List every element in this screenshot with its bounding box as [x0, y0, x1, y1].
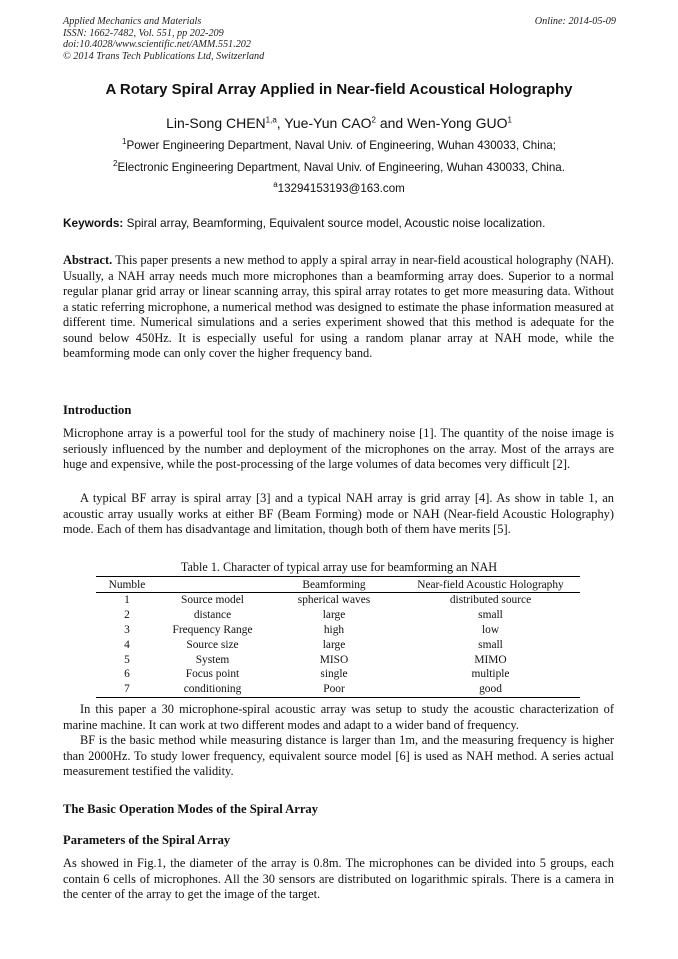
email-text: 13294153193@163.com: [277, 182, 405, 195]
author-name: Wen-Yong GUO: [407, 115, 508, 131]
author-affil-mark: 1: [507, 115, 512, 125]
table-cell: high: [323, 623, 345, 636]
table-row: [96, 593, 580, 608]
table-header-cell: Near-field Acoustic Holography: [401, 577, 580, 593]
author-separator: and: [375, 115, 408, 131]
journal-copyright: © 2014 Trans Tech Publications Ltd, Switzerland: [63, 50, 265, 62]
keywords: [63, 216, 545, 230]
author-affil-mark: 2: [371, 115, 376, 125]
table-cell: Focus point: [185, 668, 240, 681]
journal-header: [63, 16, 264, 62]
keywords-label: Keywords:: [63, 216, 124, 230]
table-cell: 3: [124, 623, 130, 636]
keywords-text: Spiral array, Beamforming, Equivalent source model, Acoustic noise localization.: [123, 216, 546, 230]
table-row: [96, 652, 580, 667]
table-cell: conditioning: [158, 682, 267, 697]
intro-paragraph-4: BF is the basic method while measuring distance is larger than 1m, and the measuring frequency is higher than 2000Hz. To study lower frequency, equivalent source model [6] is used as NAH method. A series actual measurement testified the validity.: [63, 733, 614, 778]
table-cell: multiple: [471, 668, 510, 681]
affil-text: Electronic Engineering Department, Naval Univ. of Engineering, Wuhan 430033, China.: [117, 161, 565, 174]
journal-issn: ISSN: 1662-7482, Vol. 551, pp 202-209: [63, 27, 224, 39]
table-row: [96, 608, 580, 623]
table-cell: 4: [124, 638, 130, 651]
section-heading-basic-modes: The Basic Operation Modes of the Spiral Array: [63, 802, 319, 816]
table-row: [96, 637, 580, 652]
table-header-cell: Numble: [96, 577, 158, 593]
affil-mark: 2: [113, 159, 118, 169]
affil-mark: 1: [122, 137, 127, 147]
table-cell: spherical waves: [297, 594, 371, 607]
table-cell: distance: [193, 609, 232, 622]
author-name: Lin-Song CHEN: [166, 115, 266, 131]
table-cell: small: [478, 609, 503, 622]
intro-paragraph-3: In this paper a 30 microphone-spiral acoustic array was setup to study the acoustic characterization of marine machine. It can work at two different modes and adapt to a wider band of frequency.: [63, 702, 614, 732]
table-cell: low: [481, 623, 500, 636]
table-cell: 1: [124, 594, 130, 607]
journal-doi: doi:10.4028/www.scientific.net/AMM.551.202: [63, 39, 251, 51]
table-cell: System: [195, 653, 230, 666]
table-cell: small: [478, 638, 503, 651]
affiliation-2: [0, 161, 678, 174]
table-cell: 5: [124, 653, 130, 666]
author-list: [0, 115, 678, 131]
intro-paragraph-1: Microphone array is a powerful tool for the study of machinery noise [1]. The quantity of the noise image is seriously influenced by the number and deployment of the microphones on the array. Most of the arrays are huge and expensive, while the post-processing of the large volumes of data becomes very difficult [2].: [63, 426, 614, 471]
online-date: Online: 2014-05-09: [534, 16, 616, 27]
table-header-cell: [158, 577, 267, 593]
table-row: [96, 682, 580, 697]
abstract: [63, 253, 614, 362]
abstract-text: This paper presents a new method to apply a spiral array in near-field acoustical holography (NAH). Usually, a NAH array needs much more microphones than a beamforming array does. Superior to a normal regular planar grid array or linear scanning array, this spiral array rotates to get more measuring data. Without a static referring microphone, a numerical method was designed to estimate the phase information measured at different time. Numerical simulations and a series experiment showed that this method is adequate for the sound below 450Hz. It is especially useful for using a random planar array at NAH mode, while the beamforming mode can only cover the higher frequency band.: [63, 253, 614, 360]
table-row: [96, 667, 580, 682]
author-affil-mark: 1,a: [265, 115, 277, 125]
table-caption: Table 1. Character of typical array use for beamforming an NAH: [180, 560, 498, 574]
author-name: Yue-Yun CAO: [284, 115, 372, 131]
table-cell: 6: [124, 668, 130, 681]
email-mark: a: [273, 180, 278, 190]
table-cell: 2: [124, 609, 130, 622]
table-cell: single: [320, 668, 348, 681]
intro-paragraph-2: A typical BF array is spiral array [3] and a typical NAH array is grid array [4]. As show in table 1, an acoustic array usually works at either BF (Beam Forming) mode or NAH (Near-field Acoustic Holography) mode. Each of them has disadvantage and limitation, though both of them have merits [5].: [63, 491, 614, 536]
table-cell: MISO: [319, 653, 349, 666]
table-1: [96, 576, 580, 698]
table-cell: 7: [96, 682, 158, 697]
table-cell: large: [322, 638, 346, 651]
author-email: [0, 182, 678, 195]
table-cell: Source size: [186, 638, 239, 651]
author-separator: ,: [276, 115, 285, 131]
table-cell: MIMO: [474, 653, 507, 666]
table-header-row: [96, 577, 580, 593]
table-cell: good: [401, 682, 580, 697]
journal-name: Applied Mechanics and Materials: [63, 16, 202, 27]
table-header-cell: Beamforming: [267, 577, 401, 593]
affil-text: Power Engineering Department, Naval Univ. of Engineering, Wuhan 430033, China;: [126, 139, 556, 152]
paper-title: A Rotary Spiral Array Applied in Near-field Acoustical Holography: [105, 81, 573, 98]
table-cell: distributed source: [449, 594, 532, 607]
table-cell: Poor: [267, 682, 401, 697]
table-cell: Source model: [181, 594, 244, 607]
section-heading-introduction: Introduction: [63, 403, 132, 417]
table-cell: Frequency Range: [172, 623, 253, 636]
affiliation-1: [0, 139, 678, 152]
table-row: [96, 623, 580, 638]
abstract-label: Abstract.: [63, 253, 113, 267]
parameters-paragraph: As showed in Fig.1, the diameter of the array is 0.8m. The microphones can be divided into 5 groups, each contain 6 cells of microphones. All the 30 sensors are distributed on logarithmic spirals. There is a camera in the center of the array to get the image of the target.: [63, 856, 614, 901]
subsection-heading-parameters: Parameters of the Spiral Array: [63, 833, 231, 847]
table-cell: large: [322, 609, 346, 622]
